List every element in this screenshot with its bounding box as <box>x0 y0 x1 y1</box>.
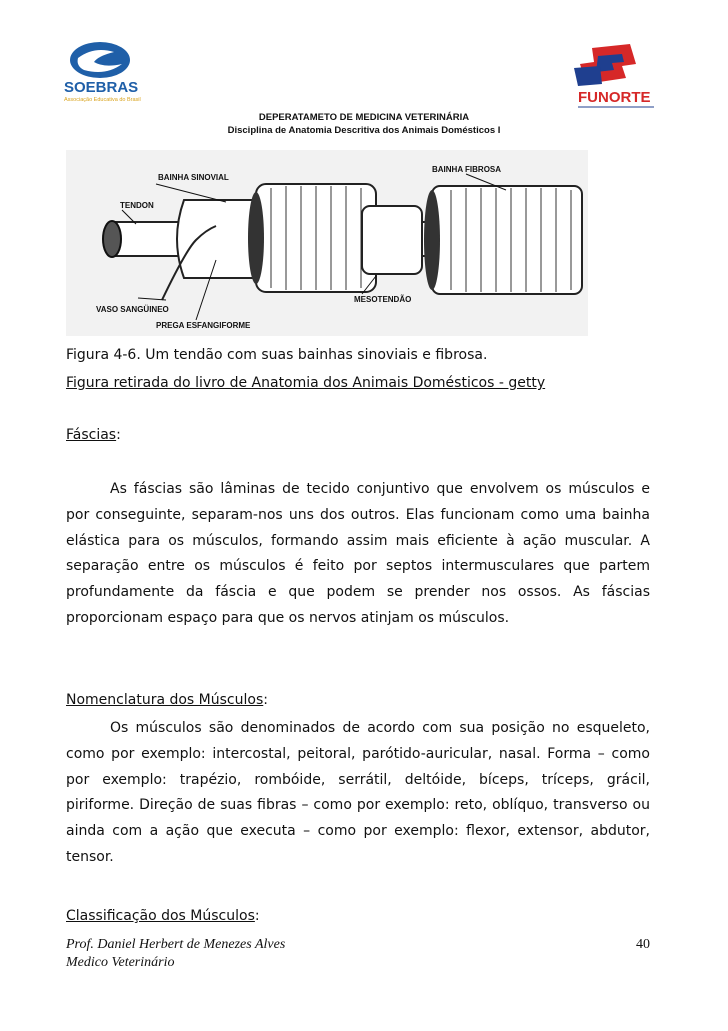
funorte-logo <box>572 44 662 110</box>
label-mesotendao: MESOTENDÃO <box>354 295 412 304</box>
label-vaso-sanguineo: VASO SANGÜINEO <box>96 305 169 314</box>
tendon-figure <box>66 150 588 336</box>
label-bainha-fibrosa: BAINHA FIBROSA <box>432 165 502 174</box>
fascias-colon: : <box>116 427 121 443</box>
page-number: 40 <box>636 937 650 952</box>
label-tendon: TENDON <box>120 201 154 210</box>
classificacao-heading <box>66 906 260 926</box>
footer-author: Prof. Daniel Herbert de Menezes Alves <box>66 937 286 952</box>
fascias-paragraph <box>66 477 650 632</box>
nomenclatura-colon: : <box>263 692 268 708</box>
classificacao-title: Classificação dos Músculos <box>66 908 255 924</box>
nomenclatura-paragraph <box>66 716 650 871</box>
figure-caption: Figura 4-6. Um tendão com suas bainhas sinoviais e fibrosa. <box>66 347 488 363</box>
page-header <box>0 111 728 137</box>
figure-source: Figura retirada do livro de Anatomia dos Animais Domésticos - getty <box>66 375 546 391</box>
page-footer <box>66 936 650 972</box>
fascias-heading <box>66 425 121 445</box>
nomenclatura-title: Nomenclatura dos Músculos <box>66 692 264 708</box>
funorte-logo-text: FUNORTE <box>578 89 651 106</box>
nomenclatura-heading <box>66 690 268 710</box>
soebras-logo <box>64 38 144 108</box>
label-bainha-sinovial: BAINHA SINOVIAL <box>158 173 229 182</box>
classificacao-colon: : <box>254 908 260 924</box>
soebras-logo-text: SOEBRAS <box>64 79 139 96</box>
header-department: DEPERATAMETO DE MEDICINA VETERINÁRIA <box>258 112 470 123</box>
header-discipline: Disciplina de Anatomia Descritiva dos Animais Domésticos I <box>227 125 501 136</box>
label-prega-esfangiforme: PREGA ESFANGIFORME <box>156 321 251 330</box>
nomenclatura-body: Os músculos são denominados de acordo com sua posição no esqueleto, como por exemplo: intercostal, peitoral, parótido-auricular, nasal. Forma – como por exemplo: trapézio, rombóide, serrátil, deltóide, bíceps, tríceps, grácil, piriforme. Direção de suas fibras – como por exemplo: reto, oblíquo, transverso ou ainda com a ação que executa – como por exemplo: flexor, extensor, abdutor, tensor. <box>66 720 650 865</box>
fascias-title: Fáscias <box>66 427 117 443</box>
footer-role: Medico Veterinário <box>66 955 175 970</box>
fascias-body: As fáscias são lâminas de tecido conjuntivo que envolvem os músculos e por conseguinte, separam-nos uns dos outros. Elas funcionam como uma bainha elástica para os músculos, formando assim mais eficiente à ação muscular. A separação entre os músculos é feito por septos intermusculares que partem profundamente da fáscia e que podem se prender nos ossos. As fáscias proporcionam espaço para que os nervos atinjam os músculos. <box>66 481 650 626</box>
soebras-logo-subtext: Associação Educativa do Brasil <box>64 97 141 103</box>
